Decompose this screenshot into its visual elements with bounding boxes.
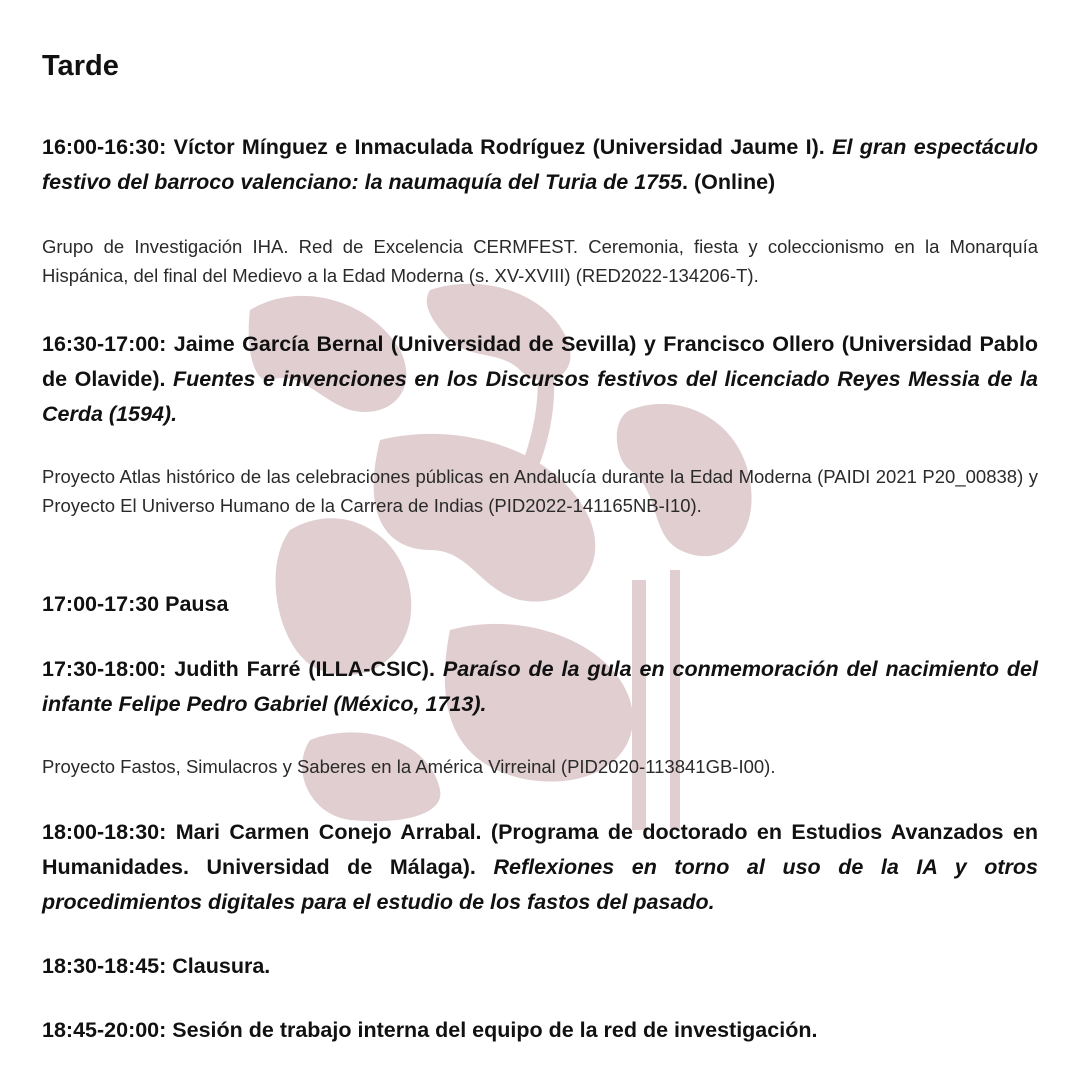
session-project-note: Proyecto Atlas histórico de las celebraciones públicas en Andalucía durante la Edad Moderna (PAIDI 2021 P20_00838) y Proyecto El Universo Humano de la Carrera de Indias (PID2022-141165NB-I10). xyxy=(42,466,1038,516)
session-entry xyxy=(42,1013,1038,1048)
session-entry xyxy=(42,652,1038,722)
session-suffix: . (Online) xyxy=(682,170,776,194)
session-project-note: Grupo de Investigación IHA. Red de Excelencia CERMFEST. Ceremonia, fiesta y coleccionismo en la Monarquía Hispánica, del final del Medievo a la Edad Moderna (s. XV-XVIII) (RED2022-134206-T). xyxy=(42,236,1038,286)
session-time: 16:00-16:30: xyxy=(42,135,167,159)
session-time: 18:00-18:30: xyxy=(42,820,167,844)
session-speaker: Judith Farré (ILLA-CSIC). xyxy=(174,657,435,681)
session-entry xyxy=(42,130,1038,200)
session-speaker: Jaime García Bernal (Universidad de Sevilla) y Francisco Ollero (Universidad Pablo de Olavide). xyxy=(42,332,1038,391)
session-project-note: Proyecto Fastos, Simulacros y Saberes en la América Virreinal (PID2020-113841GB-I00). xyxy=(42,756,776,777)
session-speaker: Pausa xyxy=(165,592,229,616)
session-talk-title: Paraíso de la gula en conmemoración del nacimiento del infante Felipe Pedro Gabriel (México, 1713). xyxy=(42,657,1038,716)
session-talk-title: El gran espectáculo festivo del barroco valenciano: la naumaquía del Turia de 1755 xyxy=(42,135,1038,194)
session-entry xyxy=(42,327,1038,432)
session-time: 17:30-18:00: xyxy=(42,657,167,681)
session-entry xyxy=(42,949,1038,984)
session-entry xyxy=(42,587,1038,622)
session-speaker: Clausura. xyxy=(172,954,271,978)
session-entry xyxy=(42,815,1038,920)
session-speaker: Víctor Mínguez e Inmaculada Rodríguez (Universidad Jaume I). xyxy=(173,135,825,159)
session-talk-title: Fuentes e invenciones en los Discursos festivos del licenciado Reyes Messia de la Cerda (1594). xyxy=(42,367,1038,426)
session-speaker: Mari Carmen Conejo Arrabal. (Programa de doctorado en Estudios Avanzados en Humanidades. Universidad de Málaga). xyxy=(42,820,1038,879)
session-time: 18:30-18:45: xyxy=(42,954,167,978)
page-title: Tarde xyxy=(42,50,119,82)
session-time: 18:45-20:00: xyxy=(42,1018,167,1042)
session-talk-title: Reflexiones en torno al uso de la IA y otros procedimientos digitales para el estudio de los fastos del pasado. xyxy=(42,855,1039,914)
session-time: 16:30-17:00: xyxy=(42,332,167,356)
session-time: 17:00-17:30 xyxy=(42,592,160,616)
session-speaker: Sesión de trabajo interna del equipo de la red de investigación. xyxy=(172,1018,818,1042)
